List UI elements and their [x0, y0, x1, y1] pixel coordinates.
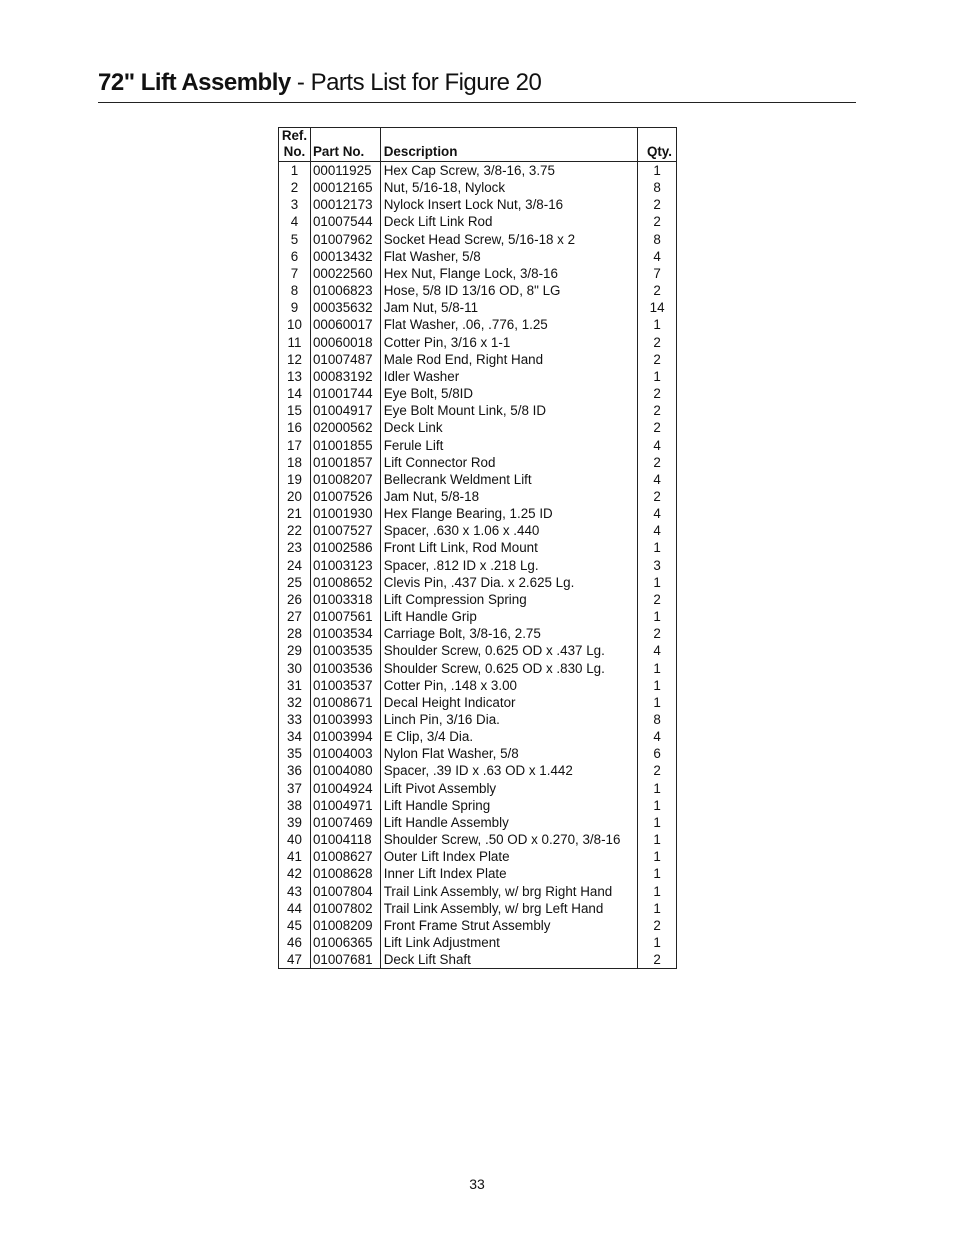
description-cell: Front Lift Link, Rod Mount: [380, 539, 637, 556]
qty-cell: 1: [653, 677, 661, 693]
part-number-cell: 01004971: [310, 797, 380, 814]
description-cell: Jam Nut, 5/8-11: [380, 299, 637, 316]
description-cell: Carriage Bolt, 3/8-16, 2.75: [380, 625, 637, 642]
qty-cell: 1: [653, 832, 661, 848]
qty-cell: 1: [653, 866, 661, 882]
parts-table-body: [279, 162, 677, 969]
table-row: [279, 934, 677, 951]
qty-cell: 4: [653, 248, 661, 264]
qty-cell: 1: [653, 609, 661, 625]
table-row: [279, 557, 677, 574]
ref-cell: 7: [279, 265, 311, 282]
table-header-row: [279, 128, 677, 162]
part-number-cell: 01007526: [310, 488, 380, 505]
table-row: [279, 162, 677, 180]
part-number-cell: 01003535: [310, 642, 380, 659]
ref-cell: 24: [279, 557, 311, 574]
part-number-cell: 01001930: [310, 505, 380, 522]
part-number-cell: 00013432: [310, 248, 380, 265]
qty-cell: 1: [653, 883, 661, 899]
header-description: Description: [380, 128, 637, 162]
description-cell: Trail Link Assembly, w/ brg Right Hand: [380, 883, 637, 900]
part-number-cell: 00083192: [310, 368, 380, 385]
part-number-cell: 01007487: [310, 351, 380, 368]
ref-cell: 13: [279, 368, 311, 385]
part-number-cell: 01001855: [310, 437, 380, 454]
qty-cell: 2: [653, 626, 661, 642]
ref-cell: 1: [279, 162, 311, 180]
qty-cell: 4: [653, 506, 661, 522]
qty-cell: 2: [653, 283, 661, 299]
description-cell: Lift Connector Rod: [380, 454, 637, 471]
qty-cell: 1: [653, 317, 661, 333]
part-number-cell: 01007804: [310, 883, 380, 900]
ref-cell: 34: [279, 728, 311, 745]
qty-cell: 4: [653, 729, 661, 745]
description-cell: Clevis Pin, .437 Dia. x 2.625 Lg.: [380, 574, 637, 591]
description-cell: Idler Washer: [380, 368, 637, 385]
ref-cell: 4: [279, 213, 311, 230]
ref-cell: 46: [279, 934, 311, 951]
table-row: [279, 951, 677, 969]
description-cell: Hose, 5/8 ID 13/16 OD, 8" LG: [380, 282, 637, 299]
description-cell: Linch Pin, 3/16 Dia.: [380, 711, 637, 728]
ref-cell: 37: [279, 780, 311, 797]
qty-cell: 8: [653, 712, 661, 727]
part-number-cell: 01007962: [310, 231, 380, 248]
ref-cell: 10: [279, 316, 311, 333]
description-cell: Shoulder Screw, .50 OD x 0.270, 3/8-16: [380, 831, 637, 848]
header-qty: Qty.: [638, 128, 677, 162]
description-cell: Deck Lift Shaft: [380, 951, 637, 969]
table-row: [279, 213, 677, 230]
description-cell: Ferule Lift: [380, 437, 637, 454]
part-number-cell: 01001744: [310, 385, 380, 402]
ref-cell: 5: [279, 231, 311, 248]
ref-cell: 26: [279, 591, 311, 608]
title-divider: [98, 102, 856, 103]
ref-cell: 41: [279, 848, 311, 865]
table-row: [279, 711, 677, 728]
qty-cell: 2: [653, 952, 661, 968]
ref-cell: 28: [279, 625, 311, 642]
description-cell: Lift Compression Spring: [380, 591, 637, 608]
ref-cell: 44: [279, 900, 311, 917]
table-row: [279, 745, 677, 762]
page-title: [98, 66, 541, 100]
description-cell: Front Frame Strut Assembly: [380, 917, 637, 934]
ref-cell: 39: [279, 814, 311, 831]
ref-cell: 47: [279, 951, 311, 969]
table-row: [279, 265, 677, 282]
qty-cell: 4: [653, 471, 661, 487]
page-title-bold: 72" Lift Assembly: [98, 69, 291, 96]
table-row: [279, 728, 677, 745]
description-cell: Bellecrank Weldment Lift: [380, 471, 637, 488]
ref-cell: 15: [279, 402, 311, 419]
description-cell: Shoulder Screw, 0.625 OD x .830 Lg.: [380, 660, 637, 677]
table-row: [279, 780, 677, 797]
description-cell: Hex Nut, Flange Lock, 3/8-16: [380, 265, 637, 282]
qty-cell: 4: [653, 523, 661, 539]
table-row: [279, 316, 677, 333]
part-number-cell: 01004003: [310, 745, 380, 762]
part-number-cell: 01003536: [310, 660, 380, 677]
description-cell: Lift Pivot Assembly: [380, 780, 637, 797]
description-cell: Spacer, .39 ID x .63 OD x 1.442: [380, 762, 637, 779]
qty-cell: 2: [653, 420, 661, 436]
table-row: [279, 677, 677, 694]
qty-cell: 1: [653, 660, 661, 676]
ref-cell: 20: [279, 488, 311, 505]
part-number-cell: 01008209: [310, 917, 380, 934]
table-row: [279, 505, 677, 522]
description-cell: Trail Link Assembly, w/ brg Left Hand: [380, 900, 637, 917]
table-row: [279, 831, 677, 848]
description-cell: Cotter Pin, .148 x 3.00: [380, 677, 637, 694]
qty-cell: 14: [649, 300, 665, 316]
qty-cell: 8: [653, 231, 661, 247]
part-number-cell: 00035632: [310, 299, 380, 316]
ref-cell: 25: [279, 574, 311, 591]
qty-cell: 1: [653, 694, 661, 710]
part-number-cell: 01003994: [310, 728, 380, 745]
ref-cell: 16: [279, 419, 311, 436]
description-cell: Cotter Pin, 3/16 x 1-1: [380, 334, 637, 351]
description-cell: Eye Bolt, 5/8ID: [380, 385, 637, 402]
page-number: 33: [469, 1176, 485, 1192]
part-number-cell: 01007561: [310, 608, 380, 625]
table-row: [279, 694, 677, 711]
ref-cell: 27: [279, 608, 311, 625]
part-number-cell: 01004917: [310, 402, 380, 419]
qty-cell: 2: [653, 351, 661, 367]
qty-cell: 6: [653, 746, 661, 762]
ref-cell: 29: [279, 642, 311, 659]
description-cell: Nylon Flat Washer, 5/8: [380, 745, 637, 762]
description-cell: Jam Nut, 5/8-18: [380, 488, 637, 505]
qty-cell: 4: [653, 643, 661, 659]
table-row: [279, 282, 677, 299]
qty-cell: 2: [653, 403, 661, 419]
table-row: [279, 625, 677, 642]
ref-cell: 14: [279, 385, 311, 402]
part-number-cell: 00012173: [310, 196, 380, 213]
description-cell: Nut, 5/16-18, Nylock: [380, 179, 637, 196]
header-ref-line2: No.: [283, 144, 306, 159]
table-row: [279, 402, 677, 419]
part-number-cell: 01008207: [310, 471, 380, 488]
parts-table: [278, 127, 677, 969]
ref-cell: 18: [279, 454, 311, 471]
table-row: [279, 196, 677, 213]
ref-cell: 21: [279, 505, 311, 522]
part-number-cell: 01007527: [310, 522, 380, 539]
qty-cell: 1: [653, 574, 661, 590]
qty-cell: 2: [653, 334, 661, 350]
table-row: [279, 642, 677, 659]
ref-cell: 36: [279, 762, 311, 779]
table-row: [279, 848, 677, 865]
description-cell: Eye Bolt Mount Link, 5/8 ID: [380, 402, 637, 419]
qty-cell: 1: [653, 163, 661, 178]
qty-cell: 2: [653, 386, 661, 402]
part-number-cell: 01004080: [310, 762, 380, 779]
part-number-cell: 01003318: [310, 591, 380, 608]
part-number-cell: 01003534: [310, 625, 380, 642]
table-row: [279, 797, 677, 814]
part-number-cell: 00011925: [310, 162, 380, 180]
part-number-cell: 01006823: [310, 282, 380, 299]
description-cell: Lift Handle Assembly: [380, 814, 637, 831]
ref-cell: 12: [279, 351, 311, 368]
part-number-cell: 01007802: [310, 900, 380, 917]
qty-cell: 1: [653, 368, 661, 384]
page-title-subtitle: - Parts List for Figure 20: [290, 69, 542, 96]
description-cell: Flat Washer, 5/8: [380, 248, 637, 265]
ref-cell: 22: [279, 522, 311, 539]
part-number-cell: 01004118: [310, 831, 380, 848]
part-number-cell: 01007681: [310, 951, 380, 969]
description-cell: Deck Link: [380, 419, 637, 436]
part-number-cell: 01007544: [310, 213, 380, 230]
qty-cell: 2: [653, 214, 661, 230]
ref-cell: 43: [279, 883, 311, 900]
ref-cell: 23: [279, 539, 311, 556]
table-row: [279, 385, 677, 402]
description-cell: Hex Flange Bearing, 1.25 ID: [380, 505, 637, 522]
description-cell: Outer Lift Index Plate: [380, 848, 637, 865]
description-cell: Nylock Insert Lock Nut, 3/8-16: [380, 196, 637, 213]
part-number-cell: 01003123: [310, 557, 380, 574]
qty-cell: 3: [653, 557, 661, 573]
table-row: [279, 299, 677, 316]
qty-cell: 2: [653, 197, 661, 213]
part-number-cell: 01002586: [310, 539, 380, 556]
header-ref-no: [279, 128, 311, 162]
ref-cell: 9: [279, 299, 311, 316]
part-number-cell: 00060018: [310, 334, 380, 351]
table-row: [279, 883, 677, 900]
table-row: [279, 539, 677, 556]
ref-cell: 2: [279, 179, 311, 196]
part-number-cell: 01001857: [310, 454, 380, 471]
qty-cell: 1: [653, 814, 661, 830]
table-row: [279, 179, 677, 196]
table-row: [279, 454, 677, 471]
part-number-cell: 00022560: [310, 265, 380, 282]
table-row: [279, 608, 677, 625]
part-number-cell: 01003993: [310, 711, 380, 728]
ref-cell: 33: [279, 711, 311, 728]
description-cell: Socket Head Screw, 5/16-18 x 2: [380, 231, 637, 248]
part-number-cell: 00012165: [310, 179, 380, 196]
description-cell: Male Rod End, Right Hand: [380, 351, 637, 368]
ref-cell: 31: [279, 677, 311, 694]
qty-cell: 2: [653, 763, 661, 779]
qty-cell: 1: [653, 849, 661, 865]
part-number-cell: 01003537: [310, 677, 380, 694]
part-number-cell: 01008628: [310, 865, 380, 882]
description-cell: Spacer, .812 ID x .218 Lg.: [380, 557, 637, 574]
table-row: [279, 762, 677, 779]
table-row: [279, 334, 677, 351]
qty-cell: 8: [653, 180, 661, 196]
table-row: [279, 865, 677, 882]
description-cell: Hex Cap Screw, 3/8-16, 3.75: [380, 162, 637, 180]
description-cell: Decal Height Indicator: [380, 694, 637, 711]
table-row: [279, 471, 677, 488]
ref-cell: 19: [279, 471, 311, 488]
table-row: [279, 574, 677, 591]
ref-cell: 42: [279, 865, 311, 882]
table-row: [279, 917, 677, 934]
table-row: [279, 814, 677, 831]
description-cell: Deck Lift Link Rod: [380, 213, 637, 230]
part-number-cell: 02000562: [310, 419, 380, 436]
ref-cell: 40: [279, 831, 311, 848]
table-row: [279, 522, 677, 539]
part-number-cell: 01008671: [310, 694, 380, 711]
part-number-cell: 01007469: [310, 814, 380, 831]
description-cell: Lift Link Adjustment: [380, 934, 637, 951]
table-row: [279, 591, 677, 608]
ref-cell: 3: [279, 196, 311, 213]
part-number-cell: 01006365: [310, 934, 380, 951]
table-row: [279, 488, 677, 505]
part-number-cell: 01008627: [310, 848, 380, 865]
qty-cell: 2: [653, 917, 661, 933]
table-row: [279, 660, 677, 677]
qty-cell: 1: [653, 797, 661, 813]
table-row: [279, 248, 677, 265]
table-row: [279, 231, 677, 248]
qty-cell: 1: [653, 780, 661, 796]
description-cell: Lift Handle Grip: [380, 608, 637, 625]
description-cell: Shoulder Screw, 0.625 OD x .437 Lg.: [380, 642, 637, 659]
qty-cell: 2: [653, 591, 661, 607]
header-ref-line1: Ref.: [281, 128, 308, 143]
part-number-cell: 00060017: [310, 316, 380, 333]
qty-cell: 7: [653, 265, 661, 281]
ref-cell: 32: [279, 694, 311, 711]
table-row: [279, 900, 677, 917]
table-row: [279, 351, 677, 368]
ref-cell: 30: [279, 660, 311, 677]
qty-cell: 1: [653, 900, 661, 916]
ref-cell: 45: [279, 917, 311, 934]
part-number-cell: 01008652: [310, 574, 380, 591]
description-cell: Inner Lift Index Plate: [380, 865, 637, 882]
ref-cell: 11: [279, 334, 311, 351]
description-cell: Flat Washer, .06, .776, 1.25: [380, 316, 637, 333]
header-part-no: Part No.: [310, 128, 380, 162]
table-row: [279, 437, 677, 454]
description-cell: Spacer, .630 x 1.06 x .440: [380, 522, 637, 539]
part-number-cell: 01004924: [310, 780, 380, 797]
ref-cell: 6: [279, 248, 311, 265]
qty-cell: 4: [653, 437, 661, 453]
table-row: [279, 368, 677, 385]
description-cell: Lift Handle Spring: [380, 797, 637, 814]
qty-cell: 1: [653, 935, 661, 951]
table-row: [279, 419, 677, 436]
qty-cell: 1: [653, 540, 661, 556]
qty-cell: 2: [653, 488, 661, 504]
ref-cell: 35: [279, 745, 311, 762]
ref-cell: 38: [279, 797, 311, 814]
ref-cell: 8: [279, 282, 311, 299]
ref-cell: 17: [279, 437, 311, 454]
description-cell: E Clip, 3/4 Dia.: [380, 728, 637, 745]
qty-cell: 2: [653, 454, 661, 470]
